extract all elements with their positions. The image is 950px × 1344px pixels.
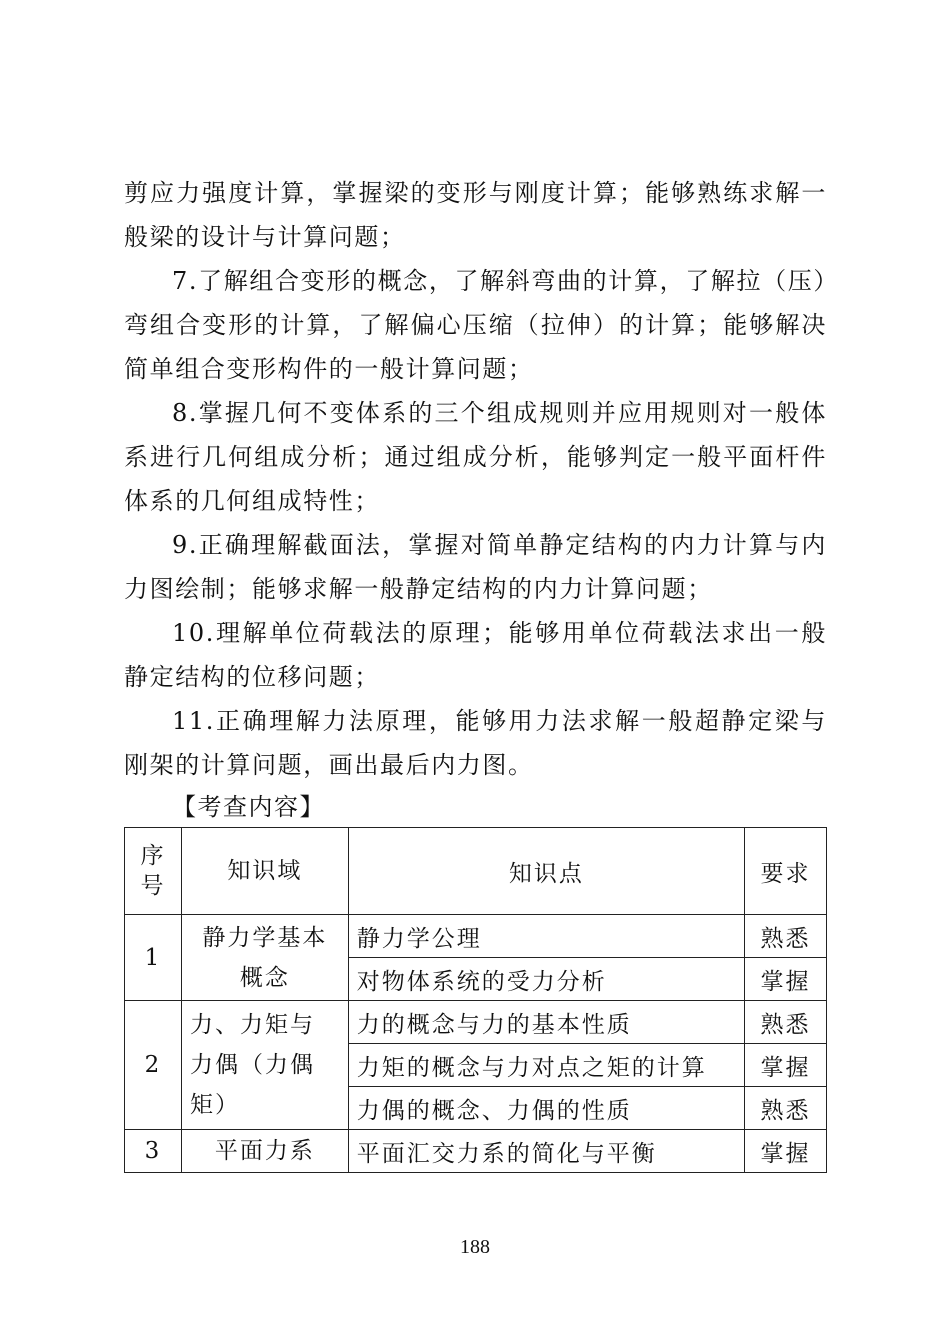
- header-seq-line2: 号: [140, 873, 166, 899]
- row-requirement: 掌握: [745, 958, 827, 1001]
- paragraph-continuation: 剪应力强度计算，掌握梁的变形与刚度计算；能够熟练求解一般梁的设计与计算问题；: [124, 179, 827, 251]
- section-label: 【考查内容】: [172, 793, 325, 821]
- row-point: 对物体系统的受力分析: [348, 958, 744, 1001]
- row-number: 1: [125, 915, 182, 1001]
- header-seq-line1: 序: [140, 843, 166, 869]
- paragraph-item-10: 10.理解单位荷载法的原理；能够用单位荷载法求出一般静定结构的位移问题；: [124, 619, 827, 691]
- row-point: 静力学公理: [348, 915, 744, 958]
- row-number: 3: [125, 1130, 182, 1173]
- table-row: [125, 915, 827, 958]
- row-requirement: 掌握: [745, 1044, 827, 1087]
- exam-content-table: [124, 827, 827, 1173]
- row-requirement: 掌握: [745, 1130, 827, 1173]
- row-point: 平面汇交力系的简化与平衡: [348, 1130, 744, 1173]
- row-domain: 静力学基本概念: [181, 915, 348, 1001]
- table-header-row: [125, 828, 827, 915]
- row-point: 力的概念与力的基本性质: [348, 1001, 744, 1044]
- header-requirement: 要求: [745, 828, 827, 915]
- table-row: [125, 1001, 827, 1044]
- row-domain: 平面力系: [181, 1130, 348, 1173]
- header-point: 知识点: [348, 828, 744, 915]
- header-domain: 知识域: [181, 828, 348, 915]
- row-requirement: 熟悉: [745, 1001, 827, 1044]
- page-content: [124, 171, 827, 1173]
- paragraph-item-9: 9.正确理解截面法，掌握对简单静定结构的内力计算与内力图绘制；能够求解一般静定结构的内力计算问题；: [124, 531, 827, 603]
- row-point: 力矩的概念与力对点之矩的计算: [348, 1044, 744, 1087]
- row-domain: 力、力矩与力偶（力偶矩）: [181, 1001, 348, 1130]
- row-point: 力偶的概念、力偶的性质: [348, 1087, 744, 1130]
- header-seq: [125, 828, 182, 915]
- table-row: [125, 1130, 827, 1173]
- paragraph-item-8: 8.掌握几何不变体系的三个组成规则并应用规则对一般体系进行几何组成分析；通过组成分析，能够判定一般平面杆件体系的几何组成特性；: [124, 399, 827, 515]
- row-number: 2: [125, 1001, 182, 1130]
- row-requirement: 熟悉: [745, 915, 827, 958]
- page-number: 188: [460, 1236, 490, 1258]
- paragraph-item-11: 11.正确理解力法原理，能够用力法求解一般超静定梁与刚架的计算问题，画出最后内力图。: [124, 707, 827, 779]
- paragraph-item-7: 7.了解组合变形的概念，了解斜弯曲的计算，了解拉（压）弯组合变形的计算，了解偏心压缩（拉伸）的计算；能够解决简单组合变形构件的一般计算问题；: [124, 267, 827, 383]
- row-requirement: 熟悉: [745, 1087, 827, 1130]
